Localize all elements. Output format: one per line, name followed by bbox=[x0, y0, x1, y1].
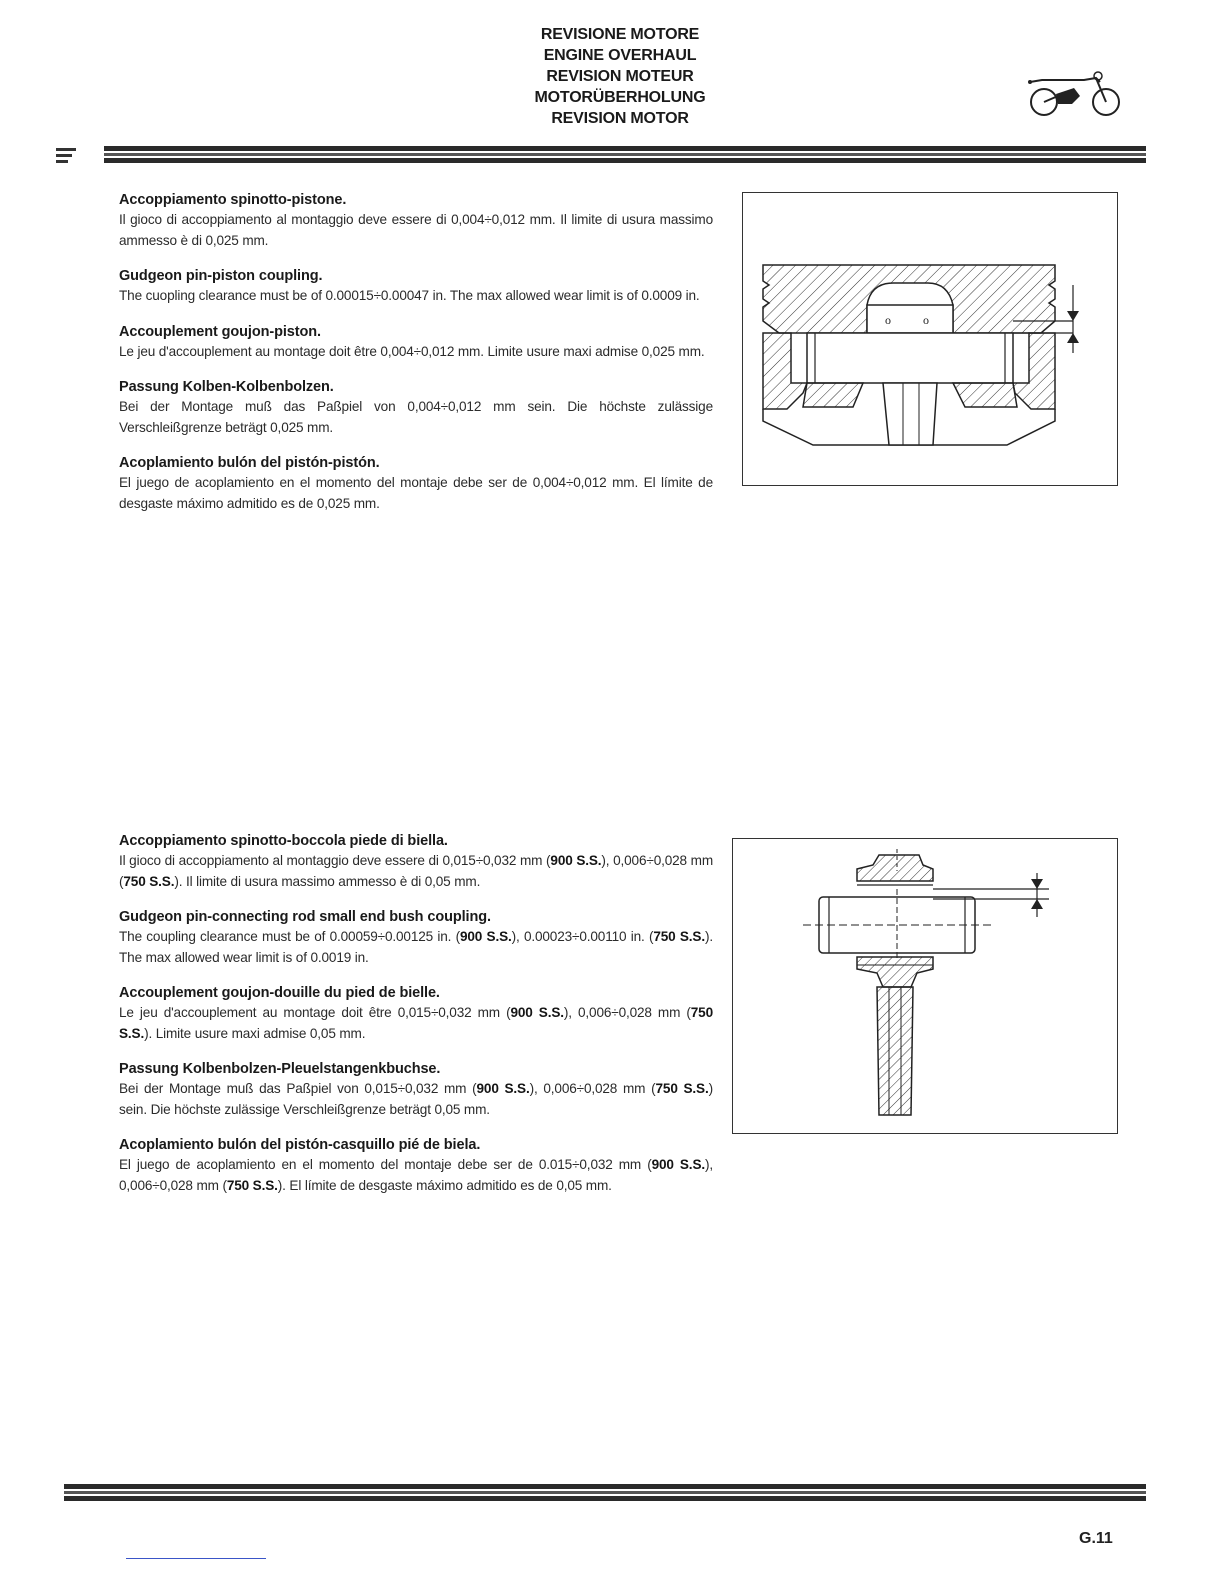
motorcycle-icon bbox=[1022, 70, 1126, 122]
text-part: ) sein. Die höchste zulässige Verschleißgrenze beträgt 0,05 mm. bbox=[119, 1081, 713, 1117]
text-part: ), 0,006÷0,028 mm ( bbox=[119, 853, 713, 889]
pin-hole-label-left: o bbox=[885, 313, 891, 327]
block-heading: Accouplement goujon-douille du pied de bielle. bbox=[119, 985, 440, 1001]
text-block-spanish bbox=[119, 455, 713, 514]
footer-rule bbox=[64, 1496, 1146, 1501]
text-part: El juego de acoplamiento en el momento del montaje debe ser de 0.015÷0,032 mm ( bbox=[119, 1157, 652, 1172]
block-text: El juego de acoplamiento en el momento del montaje debe ser de 0,004÷0,012 mm. El límite de desgaste máximo admitido es de 0,025 mm. bbox=[119, 475, 713, 511]
text-block-spanish bbox=[119, 1137, 713, 1196]
block-text: Bei der Montage muß das Paßpiel von 0,004÷0,012 mm sein. Die höchste zulässige Verschleißgrenze beträgt 0,025 mm. bbox=[119, 399, 713, 435]
block-heading: Accoppiamento spinotto-boccola piede di biella. bbox=[119, 833, 448, 849]
text-part: Il gioco di accoppiamento al montaggio deve essere di 0,015÷0,032 mm ( bbox=[119, 853, 551, 868]
block-text bbox=[119, 1155, 713, 1196]
section-piston-pin bbox=[119, 192, 713, 531]
text-part: ). El límite de desgaste máximo admitido es de 0,05 mm. bbox=[277, 1177, 612, 1193]
header-rule bbox=[104, 146, 1146, 151]
text-part: ), 0,006÷0,028 mm ( bbox=[563, 1005, 691, 1020]
text-block-french bbox=[119, 985, 713, 1044]
block-text bbox=[119, 1003, 713, 1044]
connecting-rod-diagram bbox=[732, 838, 1118, 1134]
block-heading: Gudgeon pin-connecting rod small end bush coupling. bbox=[119, 909, 491, 925]
page-number: G.11 bbox=[1079, 1530, 1113, 1547]
footer-rule bbox=[64, 1484, 1146, 1489]
model-label-750: 750 S.S. bbox=[123, 873, 175, 889]
model-label-900: 900 S.S. bbox=[651, 1157, 705, 1172]
block-heading: Gudgeon pin-piston coupling. bbox=[119, 268, 323, 284]
text-part: Le jeu d'accouplement au montage doit être 0,015÷0,032 mm ( bbox=[119, 1005, 511, 1020]
text-part: ). Limite usure maxi admise 0,05 mm. bbox=[144, 1025, 366, 1041]
model-label-900: 900 S.S. bbox=[476, 1081, 530, 1096]
title-english: ENGINE OVERHAUL bbox=[543, 47, 697, 64]
model-label-750: 750 S.S. bbox=[655, 1081, 709, 1096]
text-block-german bbox=[119, 379, 713, 438]
model-label-750: 750 S.S. bbox=[653, 929, 705, 944]
text-part: ). Il limite di usura massimo ammesso è di 0,05 mm. bbox=[174, 873, 481, 889]
text-block-english bbox=[119, 909, 713, 968]
title-spanish: REVISION MOTOR bbox=[551, 110, 689, 127]
text-block-english bbox=[119, 268, 713, 307]
text-block-german bbox=[119, 1061, 713, 1120]
text-part: ), 0.00023÷0.00110 in. ( bbox=[511, 929, 654, 944]
text-block-italian bbox=[119, 833, 713, 892]
title-italian: REVISIONE MOTORE bbox=[540, 26, 700, 43]
text-part: ), 0,006÷0,028 mm ( bbox=[119, 1157, 713, 1193]
corner-mark bbox=[56, 146, 78, 166]
block-heading: Accoppiamento spinotto-pistone. bbox=[119, 192, 347, 208]
footer-rule-thin bbox=[64, 1491, 1146, 1494]
header-titles bbox=[470, 24, 770, 129]
block-text bbox=[119, 1079, 713, 1120]
link-underline bbox=[126, 1558, 266, 1559]
block-heading: Acoplamiento bulón del pistón-pistón. bbox=[119, 455, 380, 471]
piston-diagram bbox=[742, 192, 1118, 486]
text-part: Bei der Montage muß das Paßpiel von 0,015÷0,032 mm ( bbox=[119, 1081, 477, 1096]
text-part: The coupling clearance must be of 0.00059÷0.00125 in. ( bbox=[119, 929, 460, 944]
text-part: ), 0,006÷0,028 mm ( bbox=[529, 1081, 656, 1096]
block-text: Le jeu d'accouplement au montage doit être 0,004÷0,012 mm. Limite usure maxi admise 0,025 mm. bbox=[119, 343, 705, 359]
block-heading: Accouplement goujon-piston. bbox=[119, 323, 321, 340]
pin-hole-label-right: o bbox=[923, 313, 929, 327]
model-label-750: 750 S.S. bbox=[119, 1005, 713, 1041]
model-label-900: 900 S.S. bbox=[459, 929, 512, 944]
block-text bbox=[119, 851, 713, 892]
header-rule bbox=[104, 158, 1146, 163]
block-text bbox=[119, 927, 713, 968]
block-heading: Acoplamiento bulón del pistón-casquillo pié de biela. bbox=[119, 1137, 481, 1153]
title-french: REVISION MOTEUR bbox=[546, 68, 694, 85]
model-label-900: 900 S.S. bbox=[510, 1005, 564, 1020]
text-block-french bbox=[119, 324, 713, 363]
block-text: Il gioco di accoppiamento al montaggio deve essere di 0,004÷0,012 mm. Il limite di usura massimo ammesso è di 0,025 mm. bbox=[119, 212, 713, 248]
block-heading: Passung Kolbenbolzen-Pleuelstangenkbuchse. bbox=[119, 1061, 441, 1077]
section-small-end-bush bbox=[119, 833, 713, 1213]
model-label-750: 750 S.S. bbox=[226, 1177, 278, 1193]
header-rule-thin bbox=[104, 153, 1146, 156]
title-german: MOTORÜBERHOLUNG bbox=[534, 89, 706, 106]
text-block-italian bbox=[119, 192, 713, 251]
text-part: ). The max allowed wear limit is of 0.0019 in. bbox=[119, 929, 713, 965]
model-label-900: 900 S.S. bbox=[550, 853, 602, 868]
block-heading: Passung Kolben-Kolbenbolzen. bbox=[119, 379, 334, 395]
block-text: The cuopling clearance must be of 0.00015÷0.00047 in. The max allowed wear limit is of 0.0009 in. bbox=[119, 288, 700, 303]
